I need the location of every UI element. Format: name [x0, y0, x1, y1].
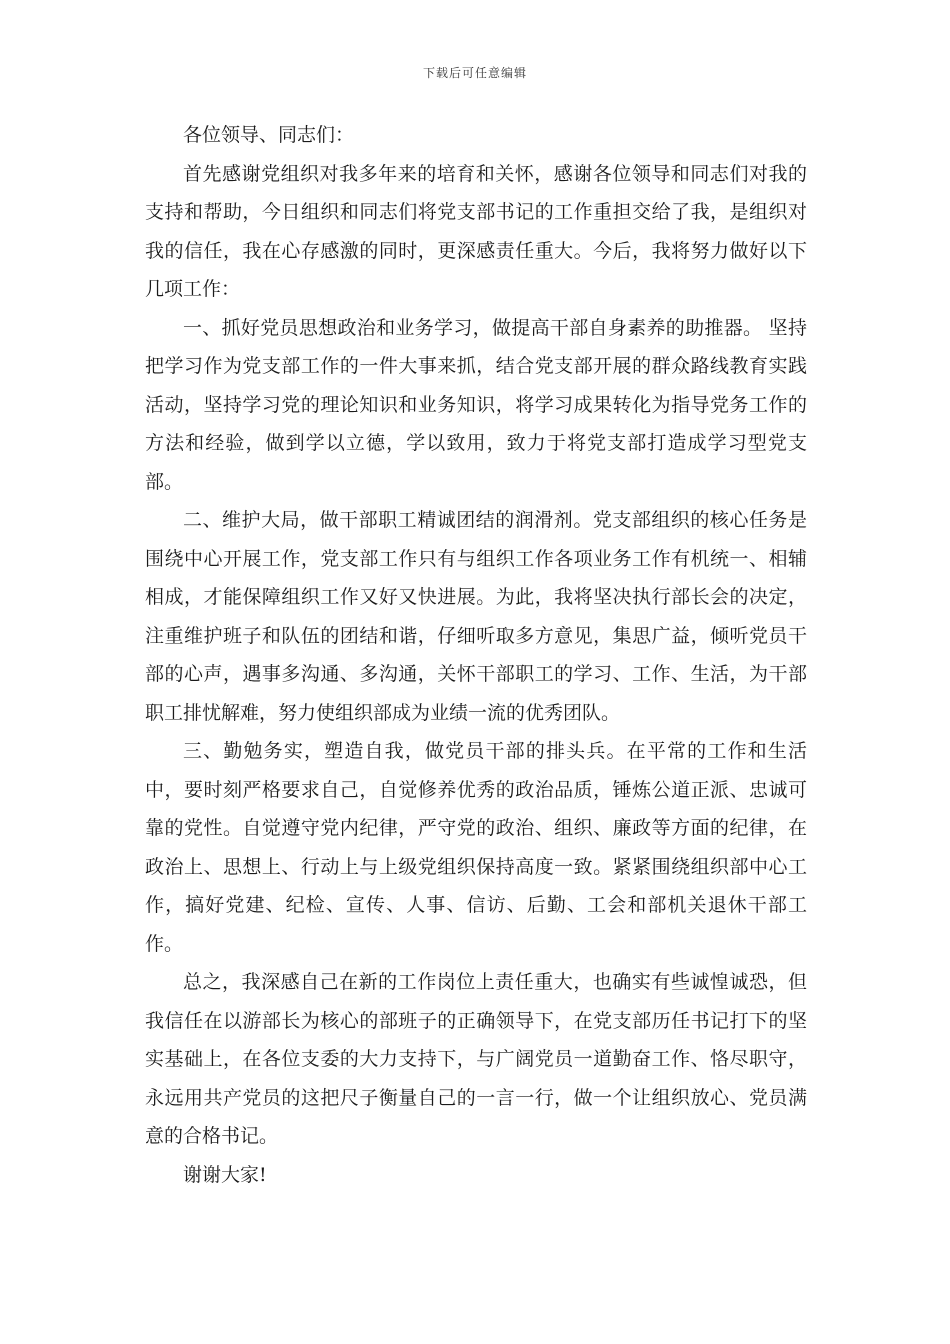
paragraph-point-two: 二、维护大局，做干部职工精诚团结的润滑剂。党支部组织的核心任务是围绕中心开展工作，党支部工作只有与组织工作各项业务工作有机统一、相辅相成，才能保障组织工作又好又快进展。为此，我将坚决执行部长会的决定，注重维护班子和队伍的团结和谐，仔细听取多方意见，集思广益，倾听党员干部的心声，遇事多沟通、多沟通，关怀干部职工的学习、工作、生活，为干部职工排忧解难，努力使组织部成为业绩一流的优秀团队。	[145, 509, 807, 724]
paragraph-conclusion: 总之，我深感自己在新的工作岗位上责任重大，也确实有些诚惶诚恐，但我信任在以游部长为核心的部班子的正确领导下，在党支部历任书记打下的坚实基础上，在各位支委的大力支持下，与广阔党员一道勤奋工作、恪尽职守，永远用共产党员的这把尺子衡量自己的一言一行，做一个让组织放心、党员满意的合格书记。	[145, 971, 807, 1147]
paragraph-intro: 首先感谢党组织对我多年来的培育和关怀，感谢各位领导和同志们对我的支持和帮助，今日组织和同志们将党支部书记的工作重担交给了我，是组织对我的信任，我在心存感激的同时，更深感责任重大。今后，我将努力做好以下几项工作：	[145, 162, 807, 300]
closing-thanks: 谢谢大家!	[183, 1163, 267, 1186]
paragraph-point-one: 一、抓好党员思想政治和业务学习，做提高干部自身素养的助推器。 坚持把学习作为党支部工作的一件大事来抓，结合党支部开展的群众路线教育实践活动，坚持学习党的理论知识和业务知识，将学习成果转化为指导党务工作的方法和经验，做到学以立德，学以致用，致力于将党支部打造成学习型党支部。	[145, 316, 807, 493]
header-note: 下载后可任意编辑	[422, 66, 527, 80]
salutation: 各位领导、同志们：	[183, 124, 355, 146]
paragraph-point-three: 三、勤勉务实，塑造自我，做党员干部的排头兵。在平常的工作和生活中，要时刻严格要求自己，自觉修养优秀的政治品质，锤炼公道正派、忠诚可靠的党性。自觉遵守党内纪律，严守党的政治、组织、廉政等方面的纪律，在政治上、思想上、行动上与上级党组织保持高度一致。紧紧围绕组织部中心工作，搞好党建、纪检、宣传、人事、信访、后勤、工会和部机关退休干部工作。	[145, 740, 807, 955]
document-body	[145, 116, 807, 1194]
